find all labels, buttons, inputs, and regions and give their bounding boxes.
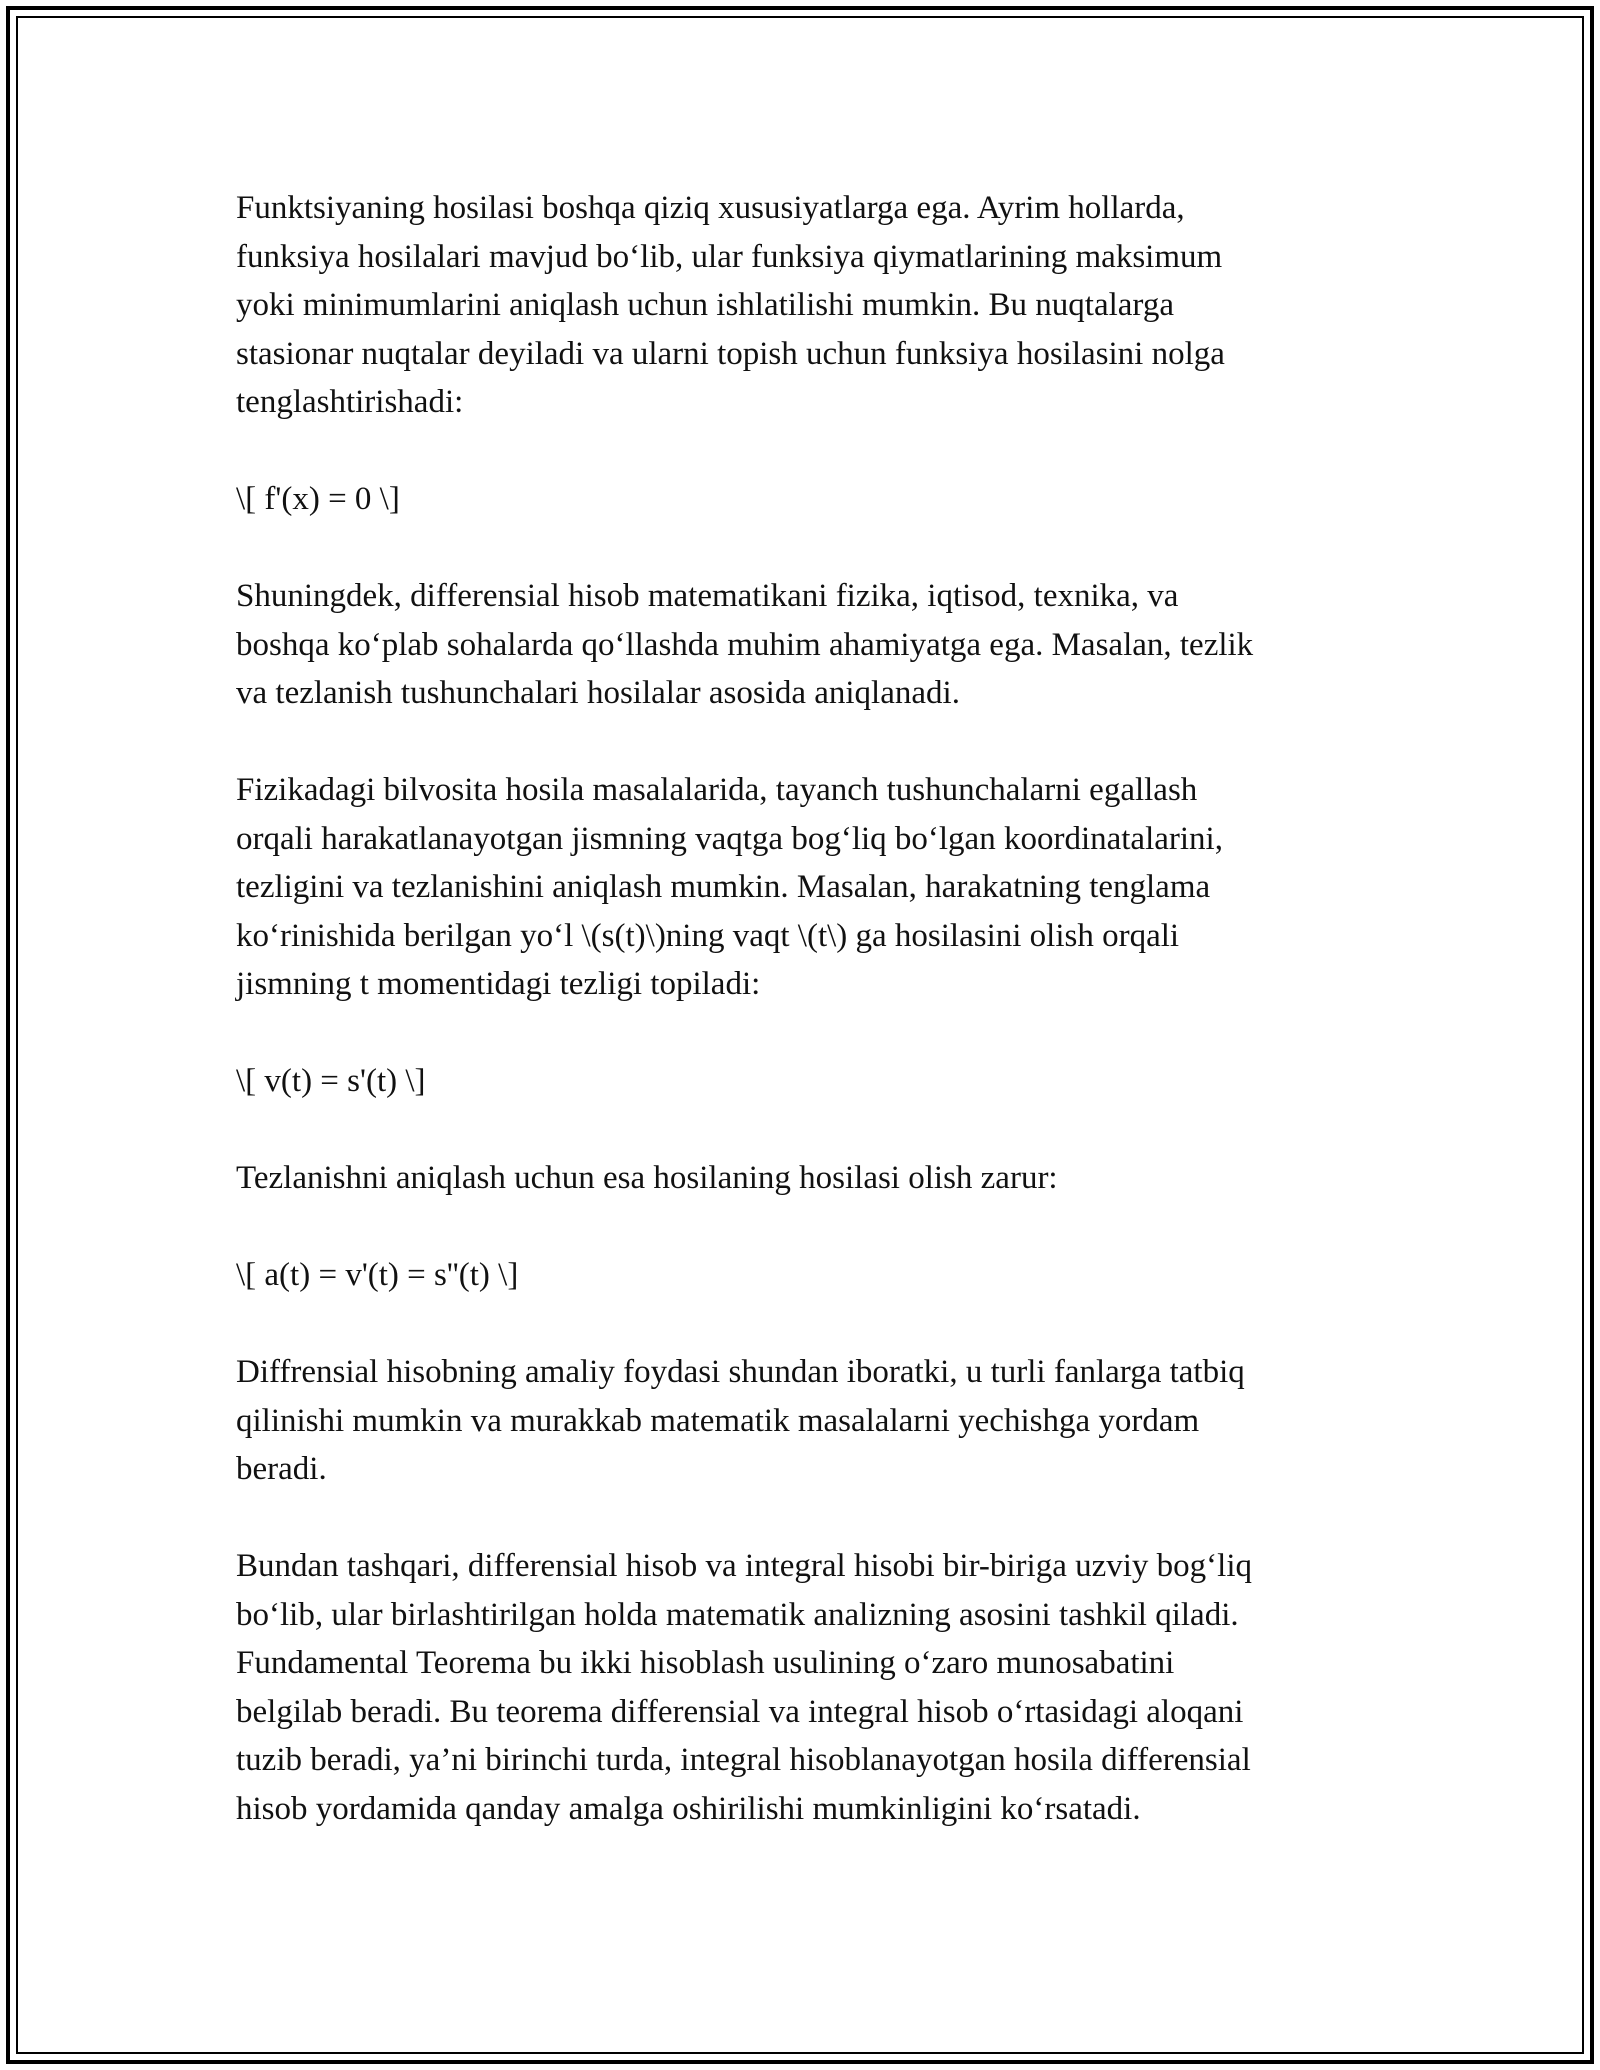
formula-velocity: \[ v(t) = s'(t) \] xyxy=(236,1063,426,1099)
paragraph-practical-use: Diffrensial hisobning amaliy foydasi shundan iboratki, u turli fanlarga tatbiq qilinishi mumkin va murakkab matematik masalalarni yechishga yordam beradi. xyxy=(236,1354,1245,1487)
paragraph-stationary-points: Funktsiyaning hosilasi boshqa qiziq xususiyatlarga ega. Ayrim hollarda, funksiya hosilalari mavjud bo‘lib, ular funksiya qiymatlarining maksimum yoki minimumlarini aniqlash uchun ishlatilishi mumkin. Bu nuqtalarga stasionar nuqtalar deyiladi va ularni topish uchun funksiya hosilasini nolga tenglashtirishadi: xyxy=(236,190,1225,420)
formula-acceleration: \[ a(t) = v'(t) = s''(t) \] xyxy=(236,1257,519,1293)
paragraph-acceleration: Tezlanishni aniqlash uchun esa hosilaning hosilasi olish zarur: xyxy=(236,1160,1058,1196)
paragraph-fundamental-theorem: Bundan tashqari, differensial hisob va integral hisobi bir-biriga uzviy bog‘liq bo‘lib, ular birlashtirilgan holda matematik analizning asosini tashkil qiladi. Fundamental Teorema bu ikki hisoblash usulining o‘zaro munosabatini belgilab beradi. Bu teorema differensial va integral hisob o‘rtasidagi aloqani tuzib beradi, ya’ni birinchi turda, integral hisoblanayotgan hosila differensial hisob yordamida qanday amalga oshirilishi mumkinligini ko‘rsatadi. xyxy=(236,1548,1253,1827)
formula-derivative-zero: \[ f'(x) = 0 \] xyxy=(236,481,400,517)
paragraph-physics-velocity: Fizikadagi bilvosita hosila masalalarida, tayanch tushunchalarni egallash orqali harakatlanayotgan jismning vaqtga bog‘liq bo‘lgan koordinatalarini, tezligini va tezlanishini aniqlash mumkin. Masalan, harakatning tenglama ko‘rinishida berilgan yo‘l \(s(t)\)ning vaqt \(t\) ga hosilasini olish orqali jismning t momentidagi tezligi topiladi: xyxy=(236,772,1223,1002)
document-body xyxy=(236,184,1376,1833)
paragraph-applications: Shuningdek, differensial hisob matematikani fizika, iqtisod, texnika, va boshqa ko‘plab sohalarda qo‘llashda muhim ahamiyatga ega. Masalan, tezlik va tezlanish tushunchalari hosilalar asosida aniqlanadi. xyxy=(236,578,1254,711)
